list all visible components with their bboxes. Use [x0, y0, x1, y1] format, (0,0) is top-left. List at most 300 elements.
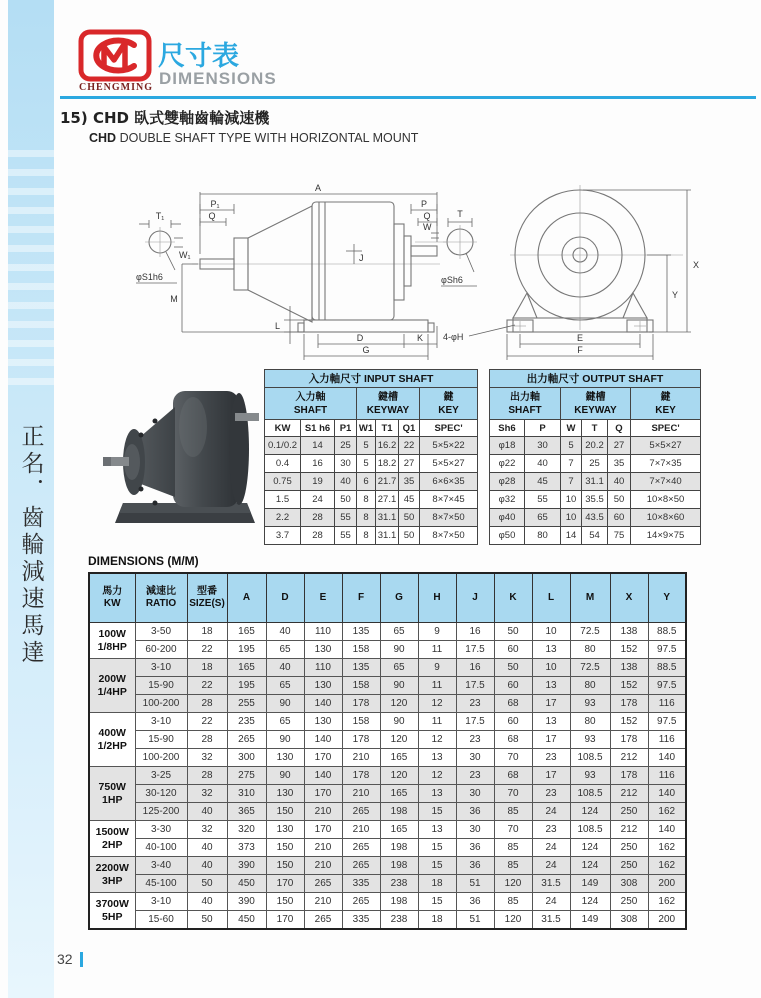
table-cell: 35	[608, 455, 631, 473]
table-cell: 100-200	[135, 749, 187, 767]
table-cell: 149	[570, 875, 610, 893]
table-cell: 140	[304, 731, 342, 749]
table-cell: 195	[227, 641, 266, 659]
front-label-holes: 4-φH	[443, 332, 464, 342]
table-cell: 170	[304, 749, 342, 767]
table-cell: 108.5	[570, 785, 610, 803]
table-cell: 265	[342, 803, 380, 821]
table-cell: 0.4	[265, 455, 301, 473]
table-cell: 110	[304, 659, 342, 677]
table-group-header: 入力軸 SHAFT	[265, 388, 357, 420]
page-title-en: DIMENSIONS	[159, 69, 277, 88]
table-cell: 90	[266, 767, 304, 785]
table-cell: 120	[380, 767, 418, 785]
side-label-a: A	[314, 183, 322, 193]
table-cell: φ50	[490, 527, 525, 545]
table-cell: 250	[610, 803, 648, 821]
table-cell: 40	[187, 893, 227, 911]
table-title-row	[265, 370, 478, 388]
sidebar-stripes	[8, 150, 54, 395]
table-cell: 22	[187, 641, 227, 659]
table-cell: 22	[399, 437, 420, 455]
table-cell: 16	[456, 623, 494, 641]
table-cell: 65	[266, 677, 304, 695]
column-header: 減速比 RATIO	[135, 573, 187, 623]
table-row	[490, 473, 701, 491]
table-cell: 3-10	[135, 713, 187, 731]
table-cell: 40	[525, 455, 561, 473]
table-cell: 130	[266, 821, 304, 839]
table-cell: 8×7×45	[420, 491, 478, 509]
table-cell: 300	[227, 749, 266, 767]
table-row	[89, 803, 686, 821]
table-cell: 11	[418, 677, 456, 695]
table-cell: 12	[418, 731, 456, 749]
table-cell: 65	[380, 623, 418, 641]
column-header: P1	[335, 420, 357, 437]
table-cell: 28	[301, 509, 335, 527]
table-cell: 27	[399, 455, 420, 473]
table-cell: 24	[532, 839, 570, 857]
table-row	[265, 527, 478, 545]
table-cell: 212	[610, 749, 648, 767]
table-cell: 150	[266, 857, 304, 875]
table-cell: 250	[610, 839, 648, 857]
table-cell: 31.5	[532, 875, 570, 893]
side-label-g: G	[362, 345, 370, 355]
table-cell: 70	[494, 821, 532, 839]
table-cell: 3-30	[135, 821, 187, 839]
table-cell: 60	[494, 713, 532, 731]
table-cell: 45-100	[135, 875, 187, 893]
table-cell: 40	[266, 659, 304, 677]
side-view-drawing	[122, 180, 442, 368]
table-cell: 13	[532, 677, 570, 695]
column-header: SPEC'	[420, 420, 478, 437]
table-cell: 17	[532, 731, 570, 749]
table-cell: 97.5	[648, 641, 686, 659]
table-cell: 36	[456, 803, 494, 821]
table-row	[89, 641, 686, 659]
table-cell: 18	[187, 623, 227, 641]
output-shaft-table	[489, 369, 701, 545]
table-cell: 90	[266, 695, 304, 713]
table-cell: 68	[494, 731, 532, 749]
power-cell: 750W 1HP	[89, 767, 135, 821]
table-cell: 40	[266, 623, 304, 641]
table-cell: 390	[227, 893, 266, 911]
table-cell: 140	[304, 695, 342, 713]
table-cell: 170	[304, 785, 342, 803]
table-row	[89, 623, 686, 641]
table-cell: 40	[608, 473, 631, 491]
table-cell: 8×7×50	[420, 509, 478, 527]
table-cell: 50	[187, 875, 227, 893]
column-header: Q1	[399, 420, 420, 437]
table-cell: 390	[227, 857, 266, 875]
table-cell: 158	[342, 677, 380, 695]
table-cell: 265	[342, 893, 380, 911]
table-cell: 8×7×50	[420, 527, 478, 545]
column-header: E	[304, 573, 342, 623]
table-cell: 90	[266, 731, 304, 749]
table-cell: 11	[418, 713, 456, 731]
table-cell: 130	[304, 713, 342, 731]
table-header-row	[490, 420, 701, 437]
side-label-q-right: Q	[423, 211, 431, 221]
table-cell: 10×8×60	[631, 509, 701, 527]
table-cell: 45	[399, 491, 420, 509]
table-cell: 93	[570, 695, 610, 713]
table-cell: 25	[335, 437, 357, 455]
table-cell: 28	[187, 695, 227, 713]
table-cell: 108.5	[570, 749, 610, 767]
table-cell: 18	[418, 875, 456, 893]
table-cell: 308	[610, 875, 648, 893]
side-label-k: K	[416, 333, 424, 343]
section-heading-en-rest: DOUBLE SHAFT TYPE WITH HORIZONTAL MOUNT	[116, 131, 419, 145]
table-cell: 88.5	[648, 623, 686, 641]
table-cell: 9	[418, 623, 456, 641]
table-cell: 24	[532, 803, 570, 821]
table-cell: 80	[570, 713, 610, 731]
table-cell: 13	[418, 749, 456, 767]
table-cell: 138	[610, 623, 648, 641]
table-cell: 320	[227, 821, 266, 839]
table-cell: 120	[494, 911, 532, 930]
table-cell: 335	[342, 875, 380, 893]
column-header: X	[610, 573, 648, 623]
table-cell: 30	[456, 749, 494, 767]
table-cell: 198	[380, 839, 418, 857]
table-cell: 31.1	[376, 527, 399, 545]
side-label-p1: P₁	[210, 199, 220, 209]
table-cell: 120	[380, 731, 418, 749]
table-cell: 54	[582, 527, 608, 545]
table-cell: 124	[570, 857, 610, 875]
table-cell: 30	[456, 785, 494, 803]
table-row	[490, 509, 701, 527]
column-header: Y	[648, 573, 686, 623]
table-cell: 198	[380, 803, 418, 821]
table-cell: 93	[570, 767, 610, 785]
table-cell: 150	[266, 893, 304, 911]
table-cell: 158	[342, 641, 380, 659]
table-cell: 24	[301, 491, 335, 509]
column-header: H	[418, 573, 456, 623]
table-cell: 35.5	[582, 491, 608, 509]
table-cell: 150	[266, 803, 304, 821]
table-cell: 16	[301, 455, 335, 473]
column-header: K	[494, 573, 532, 623]
table-cell: 36	[456, 857, 494, 875]
table-cell: 0.75	[265, 473, 301, 491]
table-cell: 20.2	[582, 437, 608, 455]
table-cell: 80	[525, 527, 561, 545]
table-cell: 152	[610, 641, 648, 659]
table-cell: 212	[610, 785, 648, 803]
table-cell: 65	[266, 641, 304, 659]
column-header: J	[456, 573, 494, 623]
table-row	[490, 527, 701, 545]
table-cell: 40	[187, 839, 227, 857]
table-cell: 60	[608, 509, 631, 527]
table-cell: 72.5	[570, 659, 610, 677]
power-cell: 1500W 2HP	[89, 821, 135, 857]
table-cell: 195	[227, 677, 266, 695]
table-cell: 27	[608, 437, 631, 455]
table-cell: 255	[227, 695, 266, 713]
table-cell: 85	[494, 803, 532, 821]
front-view-drawing	[415, 180, 715, 368]
table-cell: 3.7	[265, 527, 301, 545]
table-cell: φ40	[490, 509, 525, 527]
table-cell: 120	[380, 695, 418, 713]
table-cell: 11	[418, 641, 456, 659]
table-cell: 28	[187, 731, 227, 749]
table-cell: 23	[532, 821, 570, 839]
table-cell: 162	[648, 803, 686, 821]
table-cell: 165	[227, 659, 266, 677]
table-cell: 10	[532, 659, 570, 677]
table-cell: 140	[648, 749, 686, 767]
section-heading-zh: 15) CHD 臥式雙軸齒輪減速機	[60, 109, 270, 127]
table-cell: 250	[610, 893, 648, 911]
table-cell: 5	[561, 437, 582, 455]
table-cell: 7	[561, 455, 582, 473]
table-cell: 2.2	[265, 509, 301, 527]
table-cell: 120	[494, 875, 532, 893]
table-cell: 450	[227, 875, 266, 893]
table-cell: 235	[227, 713, 266, 731]
table-cell: 45	[525, 473, 561, 491]
table-cell: 65	[266, 713, 304, 731]
table-cell: 65	[380, 659, 418, 677]
table-cell: 200	[648, 875, 686, 893]
table-cell: 28	[187, 767, 227, 785]
table-title: 出力軸尺寸 OUTPUT SHAFT	[490, 370, 701, 388]
table-cell: 13	[418, 821, 456, 839]
side-label-t1: T₁	[155, 211, 165, 221]
table-cell: 85	[494, 893, 532, 911]
side-label-p: P	[420, 199, 428, 209]
table-cell: 50	[187, 911, 227, 930]
table-cell: 140	[304, 767, 342, 785]
table-cell: 308	[610, 911, 648, 930]
table-cell: 7×7×35	[631, 455, 701, 473]
column-header: KW	[265, 420, 301, 437]
table-cell: 110	[304, 623, 342, 641]
table-cell: 152	[610, 713, 648, 731]
table-cell: 88.5	[648, 659, 686, 677]
table-cell: 165	[380, 785, 418, 803]
table-cell: 31.1	[582, 473, 608, 491]
table-cell: 51	[456, 911, 494, 930]
table-row	[89, 821, 686, 839]
table-cell: 27.1	[376, 491, 399, 509]
table-cell: 22	[187, 677, 227, 695]
table-row	[265, 473, 478, 491]
table-cell: 10×8×50	[631, 491, 701, 509]
dimensions-table	[88, 572, 687, 930]
table-group-header: 鍵槽 KEYWAY	[561, 388, 631, 420]
table-row	[89, 695, 686, 713]
side-label-w1: W₁	[179, 250, 191, 260]
sidebar-vertical-text: 正名．齒輪減速馬達	[17, 424, 44, 667]
table-cell: 0.1/0.2	[265, 437, 301, 455]
table-cell: 23	[456, 767, 494, 785]
table-cell: 124	[570, 803, 610, 821]
front-label-shaft: φSh6	[441, 275, 463, 285]
table-cell: 3-10	[135, 893, 187, 911]
table-cell: 3-40	[135, 857, 187, 875]
table-cell: 72.5	[570, 623, 610, 641]
accent-rule	[60, 96, 756, 99]
table-cell: 6×6×35	[420, 473, 478, 491]
table-cell: 170	[266, 875, 304, 893]
table-cell: 8	[357, 509, 376, 527]
table-cell: 310	[227, 785, 266, 803]
table-cell: 149	[570, 911, 610, 930]
table-row	[490, 437, 701, 455]
table-header-row	[89, 573, 686, 623]
table-cell: 210	[342, 749, 380, 767]
power-cell: 100W 1/8HP	[89, 623, 135, 659]
table-cell: 32	[187, 785, 227, 803]
column-header: G	[380, 573, 418, 623]
table-cell: 32	[187, 821, 227, 839]
table-cell: 16	[456, 659, 494, 677]
table-cell: 8	[357, 491, 376, 509]
table-cell: 80	[570, 641, 610, 659]
front-label-x: X	[693, 260, 700, 270]
table-cell: 36	[456, 839, 494, 857]
table-cell: 150	[266, 839, 304, 857]
table-cell: 250	[610, 857, 648, 875]
table-cell: 70	[494, 749, 532, 767]
table-cell: 165	[227, 623, 266, 641]
table-cell: 265	[304, 875, 342, 893]
table-cell: 12	[418, 695, 456, 713]
table-cell: 10	[561, 509, 582, 527]
table-group-header: 鍵 KEY	[631, 388, 701, 420]
table-cell: 85	[494, 839, 532, 857]
column-header: 型番 SIZE(S)	[187, 573, 227, 623]
product-photo	[97, 357, 262, 537]
table-cell: 50	[335, 491, 357, 509]
table-cell: 5	[357, 455, 376, 473]
column-header: Q	[608, 420, 631, 437]
table-cell: 210	[304, 857, 342, 875]
table-row	[89, 857, 686, 875]
table-cell: 23	[456, 731, 494, 749]
table-cell: 210	[304, 893, 342, 911]
table-cell: 210	[304, 839, 342, 857]
column-header: M	[570, 573, 610, 623]
table-cell: 55	[335, 527, 357, 545]
table-cell: 212	[610, 821, 648, 839]
table-row	[89, 749, 686, 767]
table-cell: 100-200	[135, 695, 187, 713]
table-cell: 31.1	[376, 509, 399, 527]
table-row	[89, 677, 686, 695]
table-cell: 5	[357, 437, 376, 455]
table-cell: 178	[610, 767, 648, 785]
table-cell: 97.5	[648, 713, 686, 731]
table-title: 入力軸尺寸 INPUT SHAFT	[265, 370, 478, 388]
table-cell: 55	[335, 509, 357, 527]
table-cell: 15	[418, 893, 456, 911]
table-cell: 238	[380, 875, 418, 893]
table-cell: 18	[187, 659, 227, 677]
page-number-divider	[80, 952, 83, 967]
table-cell: 135	[342, 623, 380, 641]
table-cell: 265	[342, 839, 380, 857]
table-cell: 124	[570, 893, 610, 911]
table-header-row	[265, 420, 478, 437]
table-cell: 162	[648, 857, 686, 875]
front-label-y: Y	[672, 290, 679, 300]
side-label-d: D	[356, 333, 364, 343]
table-cell: 50	[494, 623, 532, 641]
table-cell: 68	[494, 695, 532, 713]
table-cell: 60-200	[135, 641, 187, 659]
table-cell: 30	[525, 437, 561, 455]
side-label-m: M	[170, 294, 178, 304]
table-group-row	[490, 388, 701, 420]
table-cell: 50	[399, 509, 420, 527]
table-cell: 116	[648, 731, 686, 749]
table-cell: 335	[342, 911, 380, 930]
table-cell: 10	[561, 491, 582, 509]
column-header: P	[525, 420, 561, 437]
table-cell: 50	[399, 527, 420, 545]
table-cell: 23	[456, 695, 494, 713]
table-cell: 130	[304, 641, 342, 659]
section-heading-en-bold: CHD	[89, 131, 117, 145]
table-cell: 135	[342, 659, 380, 677]
table-row	[89, 713, 686, 731]
table-cell: 200	[648, 911, 686, 930]
column-header: 馬力 KW	[89, 573, 135, 623]
table-cell: 210	[342, 821, 380, 839]
table-cell: 210	[342, 785, 380, 803]
table-cell: 22	[187, 713, 227, 731]
power-cell: 200W 1/4HP	[89, 659, 135, 713]
table-cell: 90	[380, 713, 418, 731]
column-header: Sh6	[490, 420, 525, 437]
table-cell: 130	[266, 749, 304, 767]
table-row	[89, 767, 686, 785]
table-cell: 17.5	[456, 677, 494, 695]
table-cell: 116	[648, 695, 686, 713]
power-cell: 3700W 5HP	[89, 893, 135, 930]
table-cell: 178	[610, 731, 648, 749]
table-cell: 13	[532, 641, 570, 659]
table-cell: 40-100	[135, 839, 187, 857]
table-cell: 7	[561, 473, 582, 491]
table-cell: 23	[532, 785, 570, 803]
table-cell: 40	[335, 473, 357, 491]
table-cell: 130	[266, 785, 304, 803]
table-cell: 178	[610, 695, 648, 713]
power-cell: 2200W 3HP	[89, 857, 135, 893]
table-cell: 30	[456, 821, 494, 839]
table-cell: 140	[648, 821, 686, 839]
table-cell: 17.5	[456, 641, 494, 659]
table-cell: 125-200	[135, 803, 187, 821]
table-cell: 15	[418, 839, 456, 857]
